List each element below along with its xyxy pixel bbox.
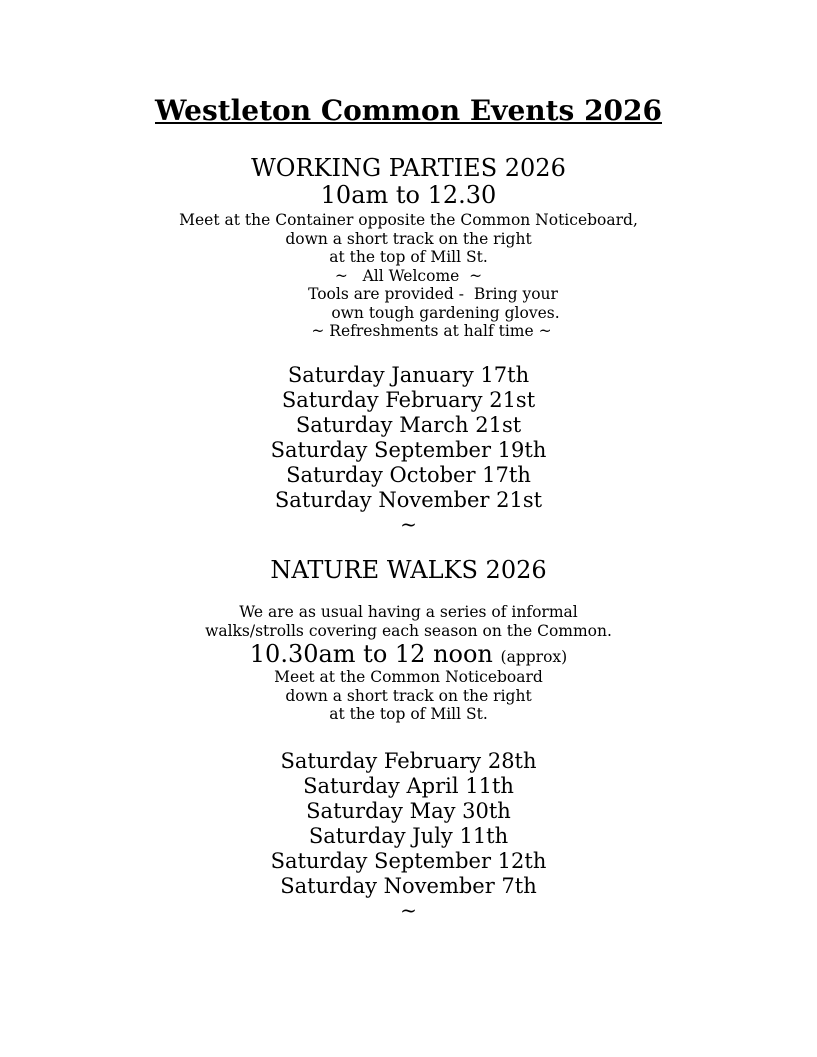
document-title: Westleton Common Events 2026 — [155, 94, 662, 127]
detail-line: ~ Refreshments at half time ~ — [311, 322, 552, 340]
date-item: Saturday February 28th — [280, 749, 537, 773]
nature-walks-details — [0, 668, 817, 724]
section-separator: ~ — [400, 898, 417, 922]
date-item: Saturday January 17th — [287, 363, 530, 387]
nature-walks-intro — [0, 603, 817, 640]
date-item: Saturday October 17th — [286, 463, 531, 487]
working-parties-heading: WORKING PARTIES 2026 — [251, 154, 566, 182]
nature-walks-time-note: (approx) — [500, 648, 568, 666]
detail-line: Meet at the Common Noticeboard — [274, 668, 543, 686]
section-separator: ~ — [400, 512, 417, 536]
nature-walks-time: 10.30am to 12 noon — [249, 640, 493, 668]
working-parties-dates — [0, 363, 817, 535]
date-item: Saturday November 21st — [274, 488, 543, 512]
date-item: Saturday April 11th — [303, 774, 514, 798]
detail-line: own tough gardening gloves. — [331, 303, 560, 322]
detail-line: down a short track on the right — [285, 229, 532, 248]
intro-line: We are as usual having a series of informal — [239, 603, 578, 621]
detail-line: Meet at the Container opposite the Common Noticeboard, — [179, 211, 638, 229]
nature-walks-time-row — [0, 641, 817, 671]
date-item: Saturday September 12th — [270, 849, 547, 873]
date-item: Saturday February 21st — [281, 388, 536, 412]
date-item: Saturday July 11th — [308, 824, 509, 848]
date-item: Saturday November 7th — [280, 874, 537, 898]
working-parties-time: 10am to 12.30 — [320, 181, 497, 209]
date-item: Saturday March 21st — [295, 413, 522, 437]
working-parties-details — [0, 211, 817, 341]
intro-line: walks/strolls covering each season on the Common. — [205, 621, 612, 640]
working-parties-section — [0, 155, 817, 209]
date-item: Saturday September 19th — [270, 438, 547, 462]
detail-line: at the top of Mill St. — [329, 248, 488, 266]
date-item: Saturday May 30th — [306, 799, 511, 823]
nature-walks-heading: NATURE WALKS 2026 — [270, 556, 547, 584]
nature-walks-dates — [0, 749, 817, 921]
detail-line: down a short track on the right — [285, 686, 532, 705]
detail-line: ~ All Welcome ~ — [334, 266, 483, 285]
detail-line: at the top of Mill St. — [329, 705, 488, 723]
detail-line: Tools are provided - Bring your — [308, 285, 558, 303]
